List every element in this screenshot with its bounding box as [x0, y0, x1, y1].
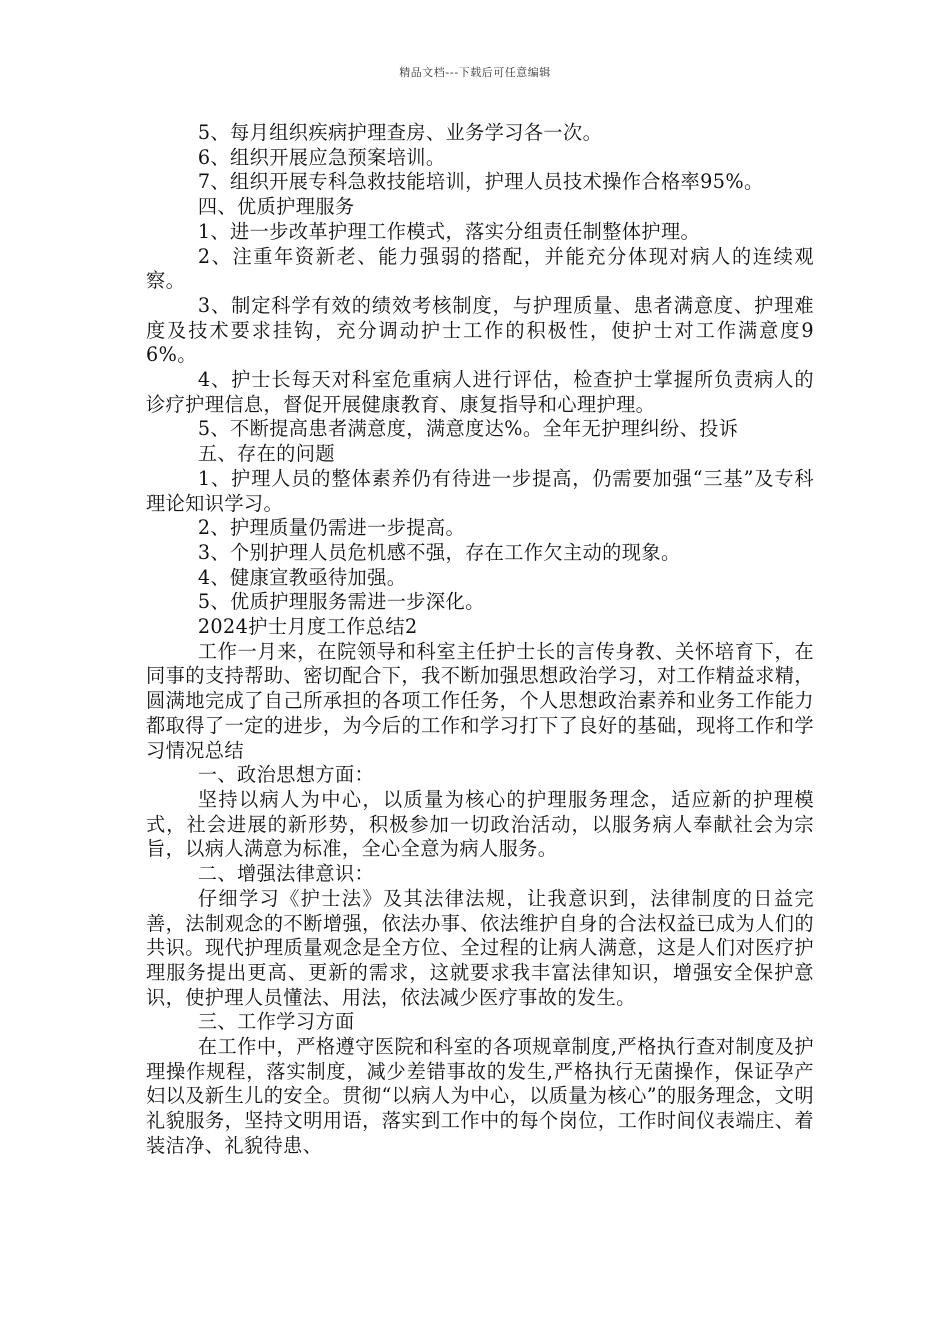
paragraph: 5、不断提高患者满意度，满意度达%。全年无护理纠纷、投诉 [197, 417, 739, 441]
paragraph: 坚持以病人为中心，以质量为核心的护理服务理念，适应新的护理模式，社会进展的新形势，积极参加一切政治活动，以服务病人奉献社会为宗旨，以病人满意为标准，全心全意为病人服务。 [146, 787, 814, 861]
paragraph: 仔细学习《护士法》及其法律法规，让我意识到，法律制度的日益完善，法制观念的不断增强，依法办事、依法维护自身的合法权益已成为人们的共识。现代护理质量观念是全方位、全过程的让病人满意，这是人们对医疗护理服务提出更高、更新的需求，这就要求我丰富法律知识，增强安全保护意识，使护理人员懂法、用法，依法减少医疗事故的发生。 [146, 886, 814, 1009]
section-heading: 三、工作学习方面 [197, 1010, 355, 1034]
paragraph: 工作一月来，在院领导和科室主任护士长的言传身教、关怀培育下，在同事的支持帮助、密切配合下，我不断加强思想政治学习，对工作精益求精，圆满地完成了自己所承担的各项工作任务，个人思想政治素养和业务工作能力都取得了一定的进步，为今后的工作和学习打下了良好的基础，现将工作和学习情况总结 [146, 639, 814, 762]
section-heading: 四、优质护理服务 [197, 195, 355, 219]
section-heading: 二、增强法律意识： [197, 862, 375, 886]
paragraph: 6、组织开展应急预案培训。 [197, 145, 446, 169]
paragraph: 2、护理质量仍需进一步提高。 [197, 516, 466, 540]
paragraph: 5、每月组织疾病护理查房、业务学习各一次。 [197, 121, 603, 144]
document-body [146, 121, 814, 1159]
section-heading: 一、政治思想方面： [197, 763, 375, 787]
paragraph: 4、健康宣教亟待加强。 [197, 565, 407, 589]
paragraph: 4、护士长每天对科室危重病人进行评估，检查护士掌握所负责病人的诊疗护理信息，督促开展健康教育、康复指导和心理护理。 [146, 368, 814, 416]
page-header: 精品文档---下载后可任意编辑 [399, 66, 551, 79]
section-heading: 五、存在的问题 [197, 442, 335, 466]
paragraph: 5、优质护理服务需进一步深化。 [197, 590, 485, 614]
paragraph: 3、制定科学有效的绩效考核制度，与护理质量、患者满意度、护理难度及技术要求挂钩，充分调动护士工作的积极性，使护士对工作满意度96%。 [146, 293, 814, 367]
paragraph: 7、组织开展专科急救技能培训，护理人员技术操作合格率95%。 [197, 170, 764, 194]
paragraph: 2、注重年资新老、能力强弱的搭配，并能充分体现对病人的连续观察。 [146, 244, 814, 293]
paragraph: 在工作中，严格遵守医院和科室的各项规章制度,严格执行查对制度及护理操作规程，落实制度，减少差错事故的发生,严格执行无菌操作，保证孕产妇以及新生儿的安全。贯彻“以病人为中心，以质量为核心”的服务理念，文明礼貌服务，坚持文明用语，落实到工作中的每个岗位，工作时间仪表端庄、着装洁净、礼貌待患、 [146, 1035, 814, 1157]
paragraph: 1、进一步改革护理工作模式，落实分组责任制整体护理。 [197, 219, 701, 243]
document-subtitle: 2024护士月度工作总结2 [197, 615, 418, 639]
paragraph: 1、护理人员的整体素养仍有待进一步提高，仍需要加强“三基”及专科理论知识学习。 [146, 466, 814, 515]
paragraph: 3、个别护理人员危机感不强，存在工作欠主动的现象。 [197, 540, 681, 564]
